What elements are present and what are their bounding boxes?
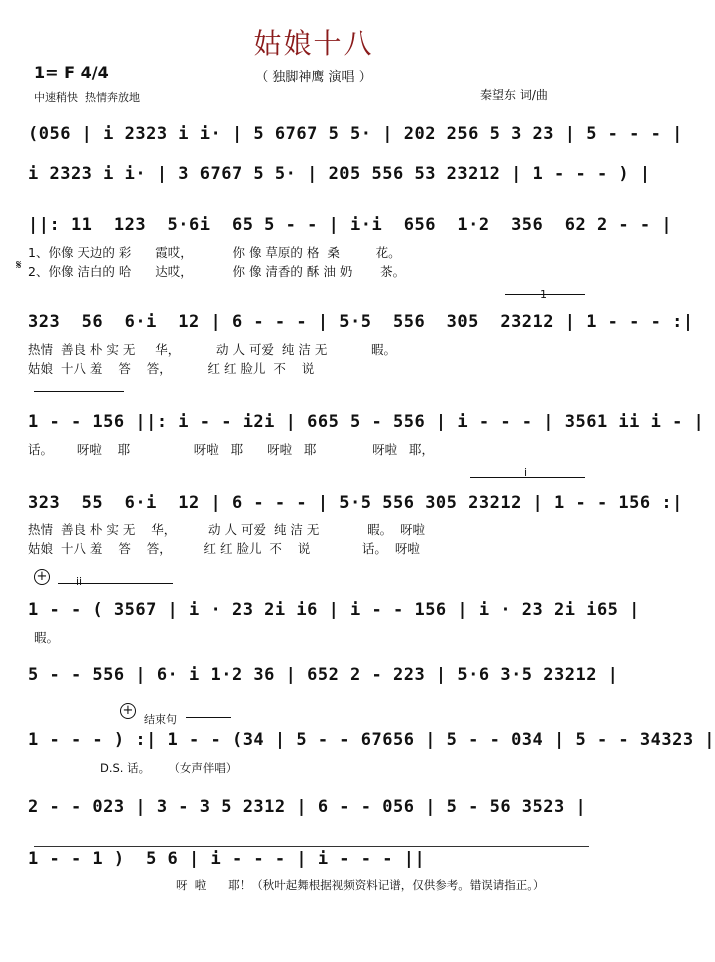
staff-line-10: 2 - - 023 | 3 - 3 5 2312 | 6 - - 056 | 5 - 56 3523 | xyxy=(28,797,587,817)
lyric-ds: D.S. 话。 （女声伴唱） xyxy=(100,761,238,775)
volta-label-1: 1 xyxy=(540,288,547,301)
lyric-verse1-line3: 热情 善良 朴 实 无 华， 动 人 可爱 纯 洁 无 暇。 呀啦 xyxy=(28,522,426,537)
ending-label: 结束句 xyxy=(144,713,177,726)
tempo-marking: 中速稍快 热情奔放地 xyxy=(34,91,140,104)
staff-line-4: 323 56 6·i 12 | 6 - - - | 5·5 556 305 23212 | 1 - - - :| xyxy=(28,312,694,332)
ending-bracket xyxy=(186,717,231,718)
lyric-verse1-line2: 热情 善良 朴 实 无 华， 动 人 可爱 纯 洁 无 暇。 xyxy=(28,342,397,357)
staff-line-2: i 2323 i i· | 3 6767 5 5· | 205 556 53 23212 | 1 - - - ) | xyxy=(28,164,651,184)
staff-line-1: (056 | i 2323 i i· | 5 6767 5 5· | 202 256 5 3 23 | 5 - - - | xyxy=(28,124,683,144)
volta-label-3: ii xyxy=(76,575,83,588)
lyric-verse1-line1: 1、你像 天边的 彩 霞哎， 你 像 草原的 格 桑 花。 xyxy=(28,245,401,260)
volta-bracket-3 xyxy=(470,477,585,478)
author-credit: 秦望东 词/曲 xyxy=(480,88,548,102)
coda-ending-icon: + xyxy=(120,703,136,719)
staff-line-3: ||: 11 123 5·6i 65 5 - - | i·i 656 1·2 356 62 2 - - | xyxy=(28,215,673,235)
tie-arc-final xyxy=(34,846,589,847)
segno-icon: 𝄋 xyxy=(16,258,22,273)
staff-line-7: 1 - - ( 3567 | i · 23 2i i6 | i - - 156 | i · 23 2i i65 | xyxy=(28,600,640,620)
staff-line-9: 1 - - - ) :| 1 - - (34 | 5 - - 67656 | 5 - - 034 | 5 - - 34323 | xyxy=(28,730,715,750)
staff-line-11: 1 - - 1 ) 5 6 | i - - - | i - - - || xyxy=(28,849,426,869)
key-signature: 1= F 4/4 xyxy=(34,63,109,82)
lyric-end1: 暇。 xyxy=(34,630,60,645)
coda-icon: + xyxy=(34,569,50,585)
volta-bracket-2 xyxy=(34,391,124,392)
performer-subtitle: （ 独脚神鹰 演唱 ） xyxy=(255,70,372,85)
lyric-chorus: 话。 呀啦 耶 呀啦 耶 呀啦 耶 呀啦 耶， xyxy=(28,442,435,457)
lyric-verse2-line2: 姑娘 十八 羞 答 答， 红 红 脸儿 不 说 xyxy=(28,361,315,376)
volta-label-2: i xyxy=(524,466,528,479)
lyric-verse2-line3: 姑娘 十八 羞 答 答， 红 红 脸儿 不 说 话。 呀啦 xyxy=(28,541,420,556)
song-title: 姑娘十八 xyxy=(253,27,374,60)
staff-line-6: 323 55 6·i 12 | 6 - - - | 5·5 556 305 23212 | 1 - - 156 :| xyxy=(28,493,683,513)
staff-line-8: 5 - - 556 | 6· i 1·2 36 | 652 2 - 223 | 5·6 3·5 23212 | xyxy=(28,665,619,685)
staff-line-5: 1 - - 156 ||: i - - i2i | 665 5 - 556 | i - - - | 3561 ii i - | xyxy=(28,412,705,432)
lyric-final: 呀 啦 耶！（秋叶起舞根据视频资料记谱，仅供参考。错误请指正。） xyxy=(176,878,545,892)
lyric-verse2-line1: 2、你像 洁白的 哈 达哎， 你 像 清香的 酥 油 奶 茶。 xyxy=(28,264,406,279)
